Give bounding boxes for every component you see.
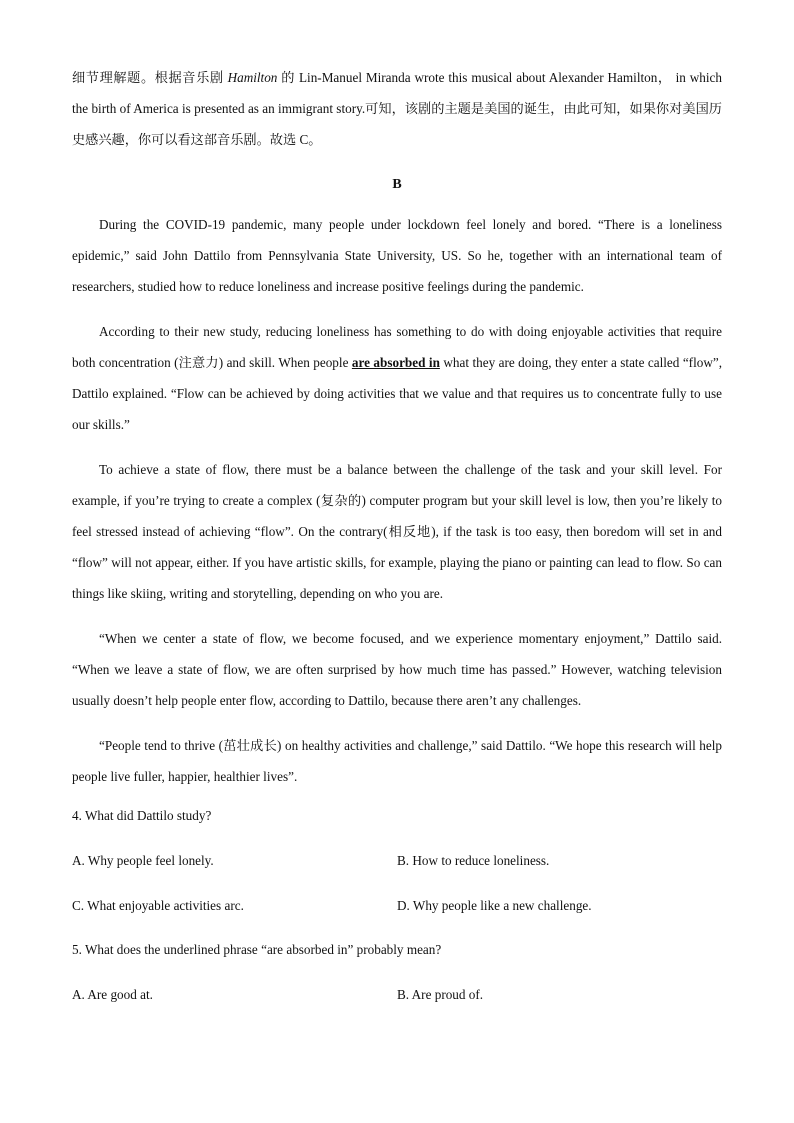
option-d: D. Why people like a new challenge. — [397, 898, 592, 913]
passage-paragraph-4: “When we center a state of flow, we become focused, and we experience momentary enjoyment,” Dattilo said. “When we leave a state of flow, we are often surprised by how much time has passed.” However, watching television usually doesn’t help people enter flow, according to Dattilo, because there aren’t any challenges. — [72, 631, 722, 708]
passage-paragraph-2: According to their new study, reducing loneliness has something to do with doing enjoyable activities that require both concentration (注意力) and skill. When people are absorbed in what they are doing, they enter a state called “flow”, Dattilo explained. “Flow can be achieved by doing activities that we value and that requires us to concentrate fully to use our skills.” — [72, 324, 723, 432]
question-5 — [72, 940, 722, 1005]
answer-explanation: 细节理解题。根据音乐剧 Hamilton 的 Lin-Manuel Miranda wrote this musical about Alexander Hamilton， in which the birth of America is presented as an immigrant story.可知，该剧的主题是美国的诞生，由此可知，如果你对美国历史感兴趣，你可以看这部音乐剧。故选 C。 — [72, 70, 723, 147]
question-4 — [72, 806, 722, 916]
underlined-phrase: are absorbed in — [351, 355, 440, 370]
option-b: B. How to reduce loneliness. — [397, 853, 550, 868]
option-b: B. Are proud of. — [397, 987, 484, 1002]
question-stem: 5. What does the underlined phrase “are absorbed in” probably mean? — [72, 942, 442, 957]
passage-paragraph-5: “People tend to thrive (茁壮成长) on healthy activities and challenge,” said Dattilo. “We hope this research will help people live fuller, happier, healthier lives”. — [72, 738, 722, 784]
option-a: A. Are good at. — [72, 987, 153, 1002]
section-heading: B — [392, 177, 402, 192]
option-a: A. Why people feel lonely. — [72, 853, 214, 868]
document-page — [72, 62, 722, 1005]
option-c: C. What enjoyable activities arc. — [72, 898, 244, 913]
passage-paragraph-3: To achieve a state of flow, there must be a balance between the challenge of the task and your skill level. For example, if you’re trying to create a complex (复杂的) computer program but your skill level is low, then you’re likely to feel stressed instead of achieving “flow”. On the contrary(相反地), if the task is too easy, then boredom will set in and “flow” will not appear, either. If you have artistic skills, for example, playing the piano or painting can lead to flow. So can things like skiing, writing and storytelling, depending on who you are. — [72, 462, 722, 601]
options-row — [72, 896, 722, 916]
passage-paragraph-1: During the COVID-19 pandemic, many people under lockdown feel lonely and bored. “There is a loneliness epidemic,” said John Dattilo from Pennsylvania State University, US. So he, together with an international team of researchers, studied how to reduce loneliness and increase positive feelings during the pandemic. — [72, 217, 722, 294]
options-row — [72, 851, 722, 871]
musical-title: Hamilton — [227, 70, 278, 85]
question-stem: 4. What did Dattilo study? — [72, 808, 212, 823]
options-row — [72, 985, 722, 1005]
